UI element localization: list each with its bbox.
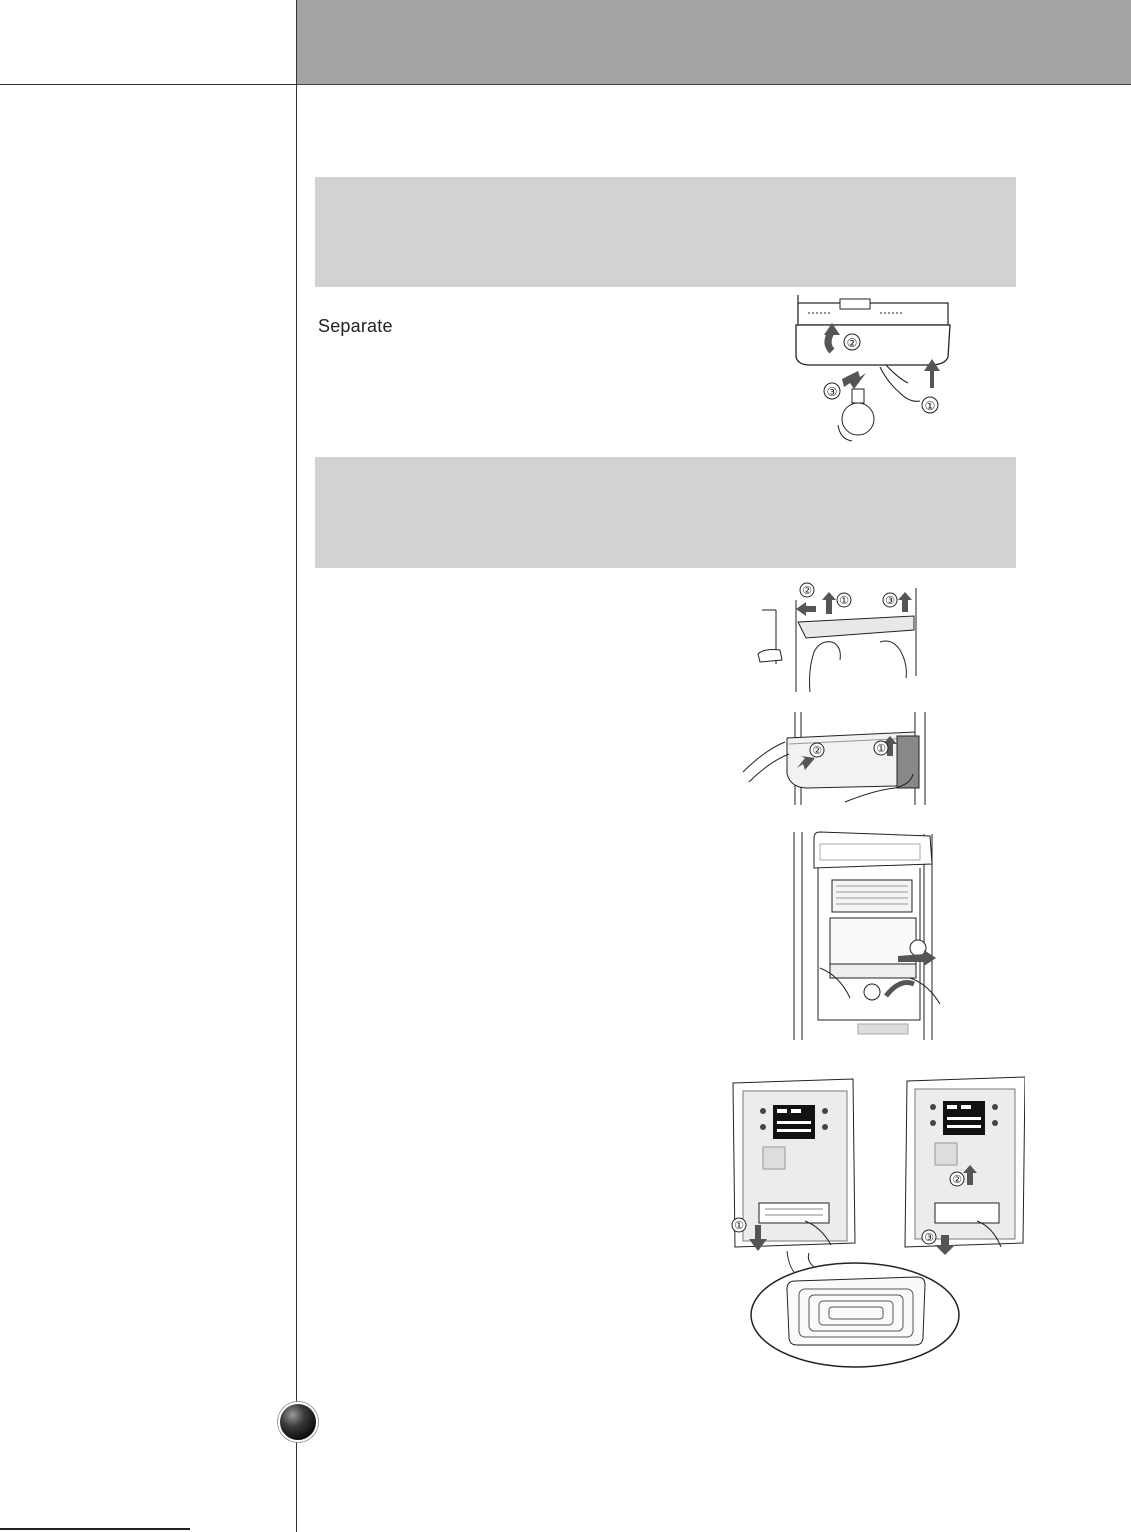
section-heading-box-1 [315, 177, 1016, 287]
left-bottom-rule [0, 1528, 190, 1530]
bin-step-2 [810, 743, 824, 757]
margin-divider-line [296, 0, 297, 1532]
door-bin-illustration [735, 710, 935, 805]
svg-text:②: ② [846, 336, 858, 350]
left-margin-column [0, 0, 296, 1532]
svg-text:③: ③ [924, 1231, 934, 1244]
left-top-rule [0, 84, 296, 85]
step-3-label [824, 383, 840, 399]
dispenser-tray-illustration [725, 1075, 1025, 1370]
step-2-label [844, 334, 860, 350]
shelf-step-1 [837, 593, 851, 607]
svg-text:①: ① [876, 742, 886, 755]
drawer-removal-illustration [790, 828, 950, 1043]
svg-text:①: ① [924, 399, 936, 413]
svg-text:③: ③ [826, 385, 838, 399]
svg-text:①: ① [734, 1219, 744, 1232]
dispenser-step-2 [950, 1172, 964, 1186]
lamp-cover-illustration [780, 293, 960, 448]
dispenser-step-1 [732, 1218, 746, 1232]
svg-text:②: ② [802, 584, 812, 597]
section-heading-box-2 [315, 457, 1016, 568]
shelf-step-2 [800, 583, 814, 597]
dispenser-step-3 [922, 1230, 936, 1244]
svg-text:②: ② [812, 744, 822, 757]
shelf-removal-illustration [750, 580, 925, 695]
body-text: Separate [318, 316, 393, 336]
svg-text:③: ③ [885, 594, 895, 607]
step-1-label [922, 397, 938, 413]
page-number-bullet-icon [278, 1402, 318, 1442]
header-band [297, 0, 1131, 85]
svg-text:①: ① [839, 594, 849, 607]
svg-text:②: ② [952, 1173, 962, 1186]
bin-step-1 [874, 741, 888, 755]
shelf-step-3 [883, 593, 897, 607]
